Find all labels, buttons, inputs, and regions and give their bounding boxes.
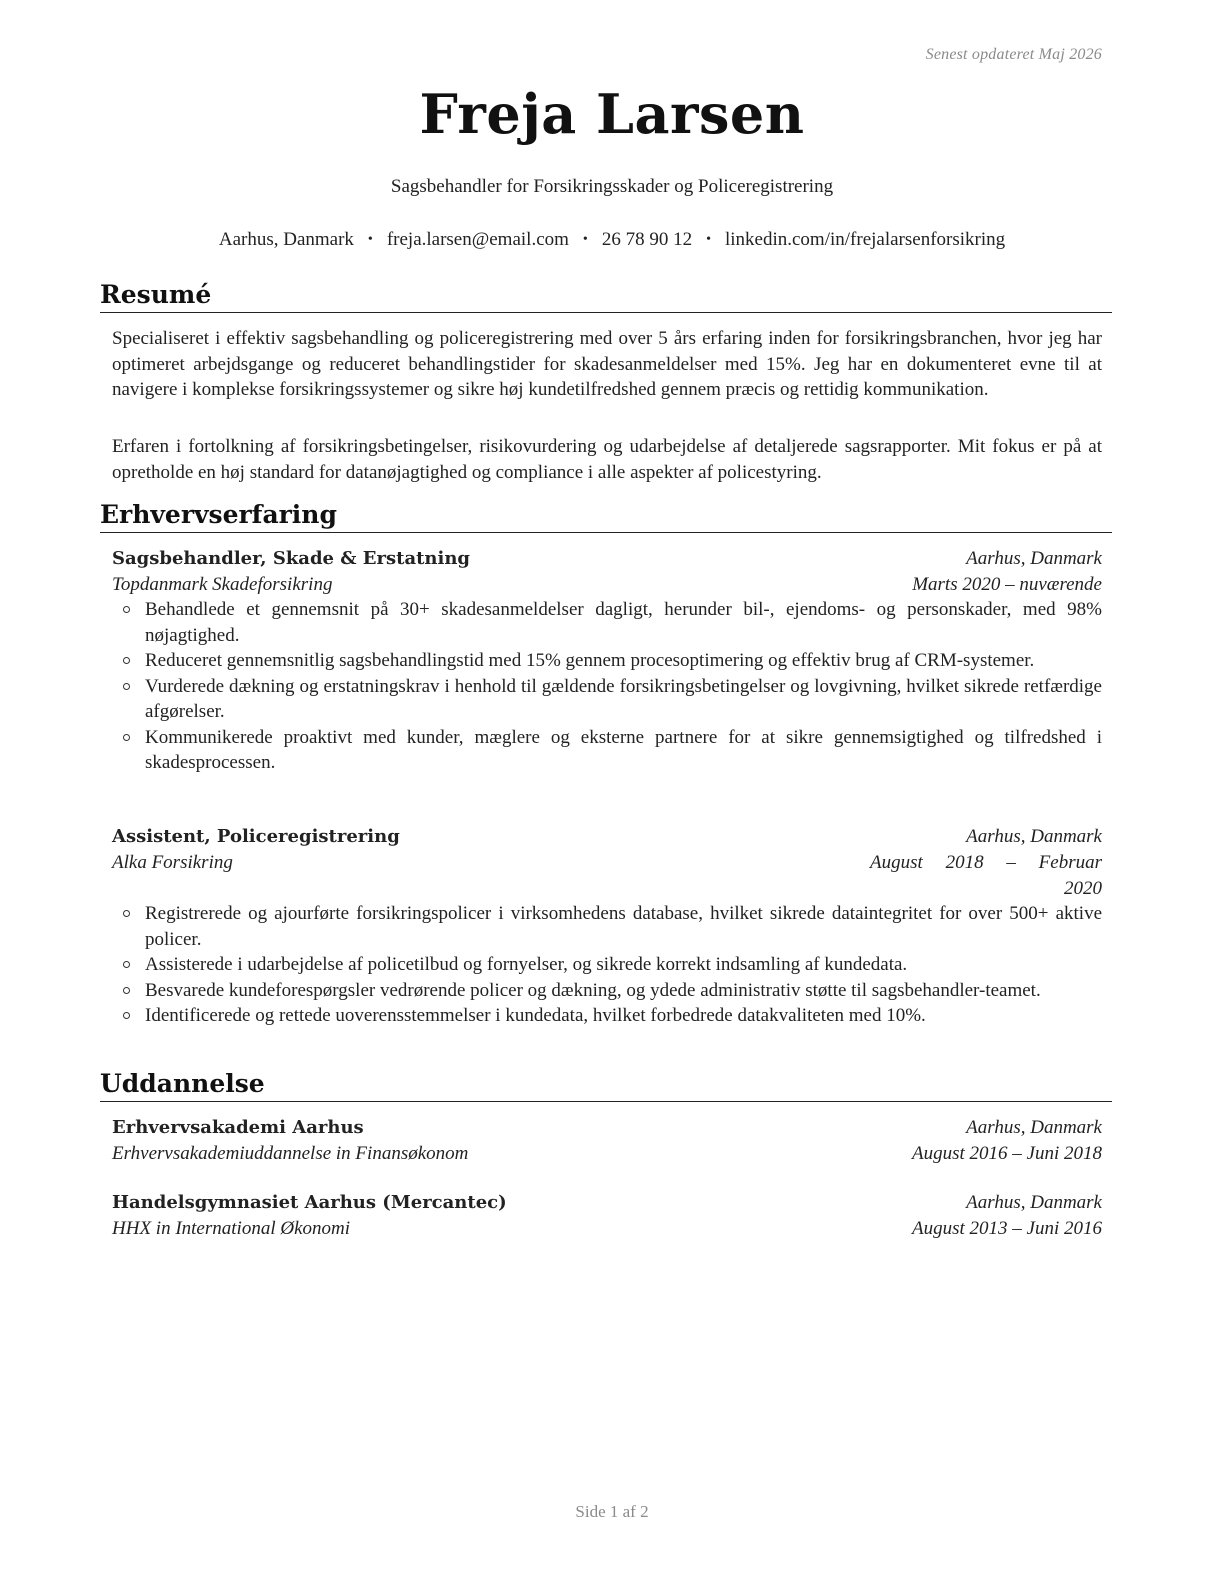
education-location: Aarhus, Danmark [966, 1117, 1102, 1138]
list-item [112, 725, 1102, 776]
education-header [112, 1115, 1102, 1141]
summary-paragraph: Specialiseret i effektiv sagsbehandling og policeregistrering med over 5 års erfaring inden for forsikringsbranchen, hvor jeg har optimeret arbejdsgange og reduceret behandlingstider for skadesanmeldelser med 15%. Jeg har en dokumenteret evne til at navigere i komplekse forsikringssystemer og sikre høj kundetilfredshed gennem præcis og rettidig kommunikation. [112, 328, 1102, 400]
bullet-text: Vurderede dækning og erstatningskrav i henhold til gældende forsikringsbetingelser og lovgivning, hvilket sikrede retfærdige afgørelser. [145, 675, 1102, 722]
education-location: Aarhus, Danmark [966, 1192, 1102, 1213]
contact-location: Aarhus, Danmark [218, 229, 354, 250]
summary-paragraph: Erfaren i fortolkning af forsikringsbetingelser, risikovurdering og udarbejdelse af detaljerede sagsrapporter. Mit fokus er på at opretholde en høj standard for datanøjagtighed og compliance i alle aspekter af policestyring. [112, 436, 1102, 483]
page-number: Side 1 af 2 [575, 1502, 649, 1521]
bullet-circle-icon [123, 657, 130, 664]
list-item [112, 674, 1102, 725]
bullet-text: Assisterede i udarbejdelse af policetilbud og fornyelser, og sikrede korrekt indsamling af kundedata. [145, 954, 908, 975]
contact-linkedin[interactable]: linkedin.com/in/frejalarsenforsikring [724, 229, 1006, 250]
bullet-text: Reduceret gennemsnitlig sagsbehandlingstid med 15% gennem procesoptimering og effektiv brug af CRM-systemer. [145, 650, 1035, 671]
bullet-text: Registrerede og ajourførte forsikringspolicer i virksomhedens database, hvilket sikrede dataintegritet for over 500+ aktive policer. [145, 903, 1102, 950]
education-subheader [112, 1216, 1102, 1242]
bullet-text: Besvarede kundeforespørgsler vedrørende policer og dækning, og ydede administrativ støtte til sagsbehandler-teamet. [145, 979, 1041, 1001]
job-subheader [112, 572, 1102, 598]
job-location: Aarhus, Danmark [966, 826, 1102, 847]
bullet-circle-icon [123, 961, 130, 968]
job-role: Sagsbehandler, Skade & Erstatning [112, 548, 471, 569]
job-bullet-list [112, 597, 1102, 776]
education-dates: August 2013 – Juni 2016 [912, 1218, 1102, 1239]
list-item [112, 1003, 1102, 1029]
job-header [112, 546, 1102, 572]
separator-dot: • [367, 232, 373, 247]
bullet-circle-icon [123, 606, 130, 613]
list-item [112, 597, 1102, 648]
bullet-circle-icon [123, 734, 130, 741]
education-subheader [112, 1141, 1102, 1167]
list-item [112, 952, 1102, 978]
separator-dot: • [706, 232, 711, 247]
job-location: Aarhus, Danmark [966, 548, 1102, 569]
job-company: Alka Forsikring [112, 852, 233, 873]
job-dates: Marts 2020 – nuværende [912, 574, 1102, 595]
job-dates [870, 850, 1102, 901]
education-degree: Erhvervsakademiuddannelse in Finansøkonom [112, 1143, 469, 1164]
bullet-circle-icon [123, 683, 130, 690]
list-item [112, 978, 1102, 1004]
job-dates-line1: August 2018 – Februar [870, 852, 1102, 873]
bullet-circle-icon [123, 1012, 130, 1019]
education-school: Erhvervsakademi Aarhus [112, 1117, 364, 1138]
section-title-experience: Erhvervserfaring [100, 499, 1112, 533]
job-bullet-list [112, 901, 1102, 1029]
bullet-text: Kommunikerede proaktivt med kunder, mæglere og eksterne partnere for at sikre gennemsigtighed og tilfredshed i skadesprocessen. [145, 726, 1102, 773]
bullet-text: Behandlede et gennemsnit på 30+ skadesanmeldelser dagligt, herunder bil-, ejendoms- og personskader, med 98% nøjagtighed. [145, 599, 1102, 646]
education-dates: August 2016 – Juni 2018 [912, 1143, 1102, 1164]
job-company: Topdanmark Skadeforsikring [112, 574, 333, 595]
job-header [112, 824, 1102, 850]
contact-email[interactable]: freja.larsen@email.com [386, 229, 569, 250]
education-degree: HHX in International Økonomi [112, 1218, 351, 1239]
bullet-circle-icon [123, 910, 130, 917]
contact-line [0, 229, 1224, 251]
education-school: Handelsgymnasiet Aarhus (Mercantec) [112, 1192, 507, 1213]
headline: Sagsbehandler for Forsikringsskader og Policeregistrering [390, 176, 834, 197]
section-title-education: Uddannelse [100, 1068, 1112, 1102]
job-role: Assistent, Policeregistrering [112, 826, 400, 847]
candidate-name: Freja Larsen [419, 82, 805, 146]
bullet-text: Identificerede og rettede uoverensstemmelser i kundedata, hvilket forbedrede datakvaliteten med 10%. [145, 1005, 926, 1026]
list-item [112, 901, 1102, 952]
bullet-circle-icon [123, 987, 130, 994]
job-subheader [112, 850, 1102, 901]
list-item [112, 648, 1102, 674]
last-updated: Senest opdateret Maj 2026 [925, 46, 1102, 63]
contact-phone: 26 78 90 12 [601, 229, 693, 250]
education-header [112, 1190, 1102, 1216]
section-title-summary: Resumé [100, 279, 1112, 313]
separator-dot: • [582, 232, 588, 247]
job-dates-line2: 2020 [1064, 877, 1102, 899]
